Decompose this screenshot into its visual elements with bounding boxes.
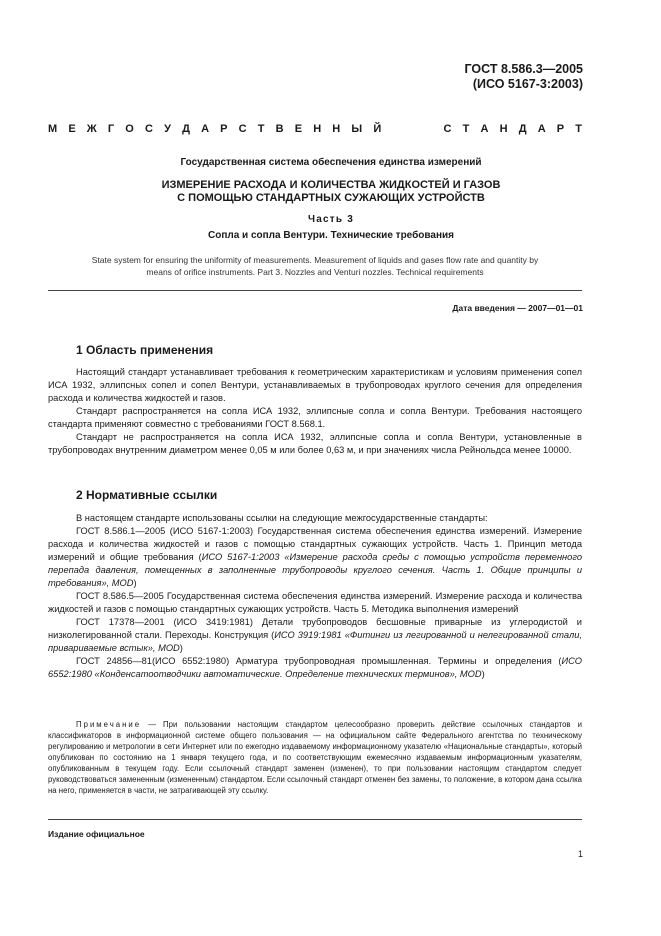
reference-gost-17378: ГОСТ 17378—2001 (ИСО 3419:1981) Детали трубопроводов бесшовные приварные из углеродистой и низколегированной стали. Переходы. Конструкция (ИСО 3919:1981 «Фитинги из легированной и нелегированной стали, привариваемые встык», MOD) — [48, 617, 582, 653]
banner-right: С Т А Н Д А Р Т — [443, 123, 582, 135]
section-1-paragraph: Стандарт не распространяется на сопла ИСА 1932, эллипсные сопла и сопла Вентури, установленные в трубопроводах внутренним диаметром менее 0,05 м или более 0,63 м, и при значениях числа Рейнольдса менее 10000. — [48, 432, 582, 455]
main-title — [48, 179, 614, 205]
footer-divider — [48, 819, 582, 820]
section-1-paragraph: Стандарт распространяется на сопла ИСА 1932, эллипсные сопла и сопла Вентури. Требования настоящего стандарта применяют совместно с требованиями ГОСТ 8.568.1. — [48, 406, 582, 429]
section-2-heading: 2 Нормативные ссылки — [76, 488, 218, 502]
note-text: — При пользовании настоящим стандартом целесообразно проверить действие ссылочных стандартов и классификаторов в информационной системе общего пользования — на официальном сайте Федерального агентства по техническому регулированию и метрологии в сети Интернет или по ежегодно издаваемому информационному указателю «Национальные стандарты», который опубликован по состоянию на 1 января текущего года, и по соответствующим ежемесячно издаваемым информационным указателям, опубликованным в текущем году. Если ссылочный стандарт заменен (изменен), то при пользовании настоящим стандартом следует руководствоваться замененным (измененным) стандартом. Если ссылочный стандарт отменен без замены, то положение, в котором дана ссылка на него, применяется в части, не затрагивающей эту ссылку. — [48, 720, 582, 795]
section-1-body — [48, 366, 582, 457]
note-label: Примечание — [76, 720, 142, 729]
standard-banner — [48, 122, 582, 136]
reference-gost-8-586-5: ГОСТ 8.586.5—2005 Государственная система обеспечения единства измерений. Измерение расхода и количества жидкостей и газов с помощью стандартных сужающих устройств. Часть 5. Методика выполнения измерений — [48, 591, 582, 614]
header-divider — [48, 290, 582, 291]
main-title-line1: ИЗМЕРЕНИЕ РАСХОДА И КОЛИЧЕСТВА ЖИДКОСТЕЙ И ГАЗОВ — [161, 179, 501, 191]
section-2-body — [48, 512, 582, 681]
system-title: Государственная система обеспечения единства измерений — [180, 157, 482, 168]
section-1-paragraph: Настоящий стандарт устанавливает требования к геометрическим характеристикам и условиям применения сопел ИСА 1932, эллипсных сопел и сопел Вентури, устанавливаемых в трубопроводах круглого сечения для определения расхода и количества жидкостей и газов. — [48, 367, 582, 403]
main-title-line2: С ПОМОЩЬЮ СТАНДАРТНЫХ СУЖАЮЩИХ УСТРОЙСТВ — [177, 192, 485, 204]
section-1-heading: 1 Область применения — [76, 343, 214, 357]
section-2-intro: В настоящем стандарте использованы ссылки на следующие межгосударственные стандарты: — [76, 513, 488, 523]
part-title: Сопла и сопла Вентури. Технические требования — [207, 230, 454, 241]
introduction-date: Дата введения — 2007—01—01 — [452, 303, 583, 313]
reference-gost-8-586-1: ГОСТ 8.586.1—2005 (ИСО 5167-1:2003) Государственная система обеспечения единства измерений. Измерение расхода и количества жидкостей и газов с помощью стандартных сужающих устройств. Часть 1. Принцип метода измерений и общие требования (ИСО 5167-1:2003 «Измерение расхода среды с помощью устройств переменного перепада давления, помещенных в заполненные трубопроводы круглого сечения. Часть 1. Общие принципы и требования», MOD) — [48, 526, 582, 588]
document-number: ГОСТ 8.586.3—2005 — [464, 62, 583, 76]
note-block — [48, 719, 582, 796]
banner-left: М Е Ж Г О С У Д А Р С Т В Е Н Н Ы Й — [48, 123, 382, 135]
reference-gost-24856: ГОСТ 24856—81(ИСО 6552:1980) Арматура трубопроводная промышленная. Термины и определения (ИСО 6552:1980 «Конденсатоотводчики автоматические. Определение технических терминов», MOD) — [48, 656, 582, 679]
page-number: 1 — [578, 849, 584, 859]
english-title-line2: means of orifice instruments. Part 3. Nozzles and Venturi nozzles. Technical requirements — [146, 267, 484, 277]
part-label: Часть 3 — [308, 214, 354, 225]
english-title-line1: State system for ensuring the uniformity of measurements. Measurement of liquids and gases flow rate and quantity by — [91, 255, 539, 265]
iso-number: (ИСО 5167-3:2003) — [472, 77, 583, 91]
edition-label: Издание официальное — [48, 829, 145, 839]
english-title — [48, 254, 582, 278]
